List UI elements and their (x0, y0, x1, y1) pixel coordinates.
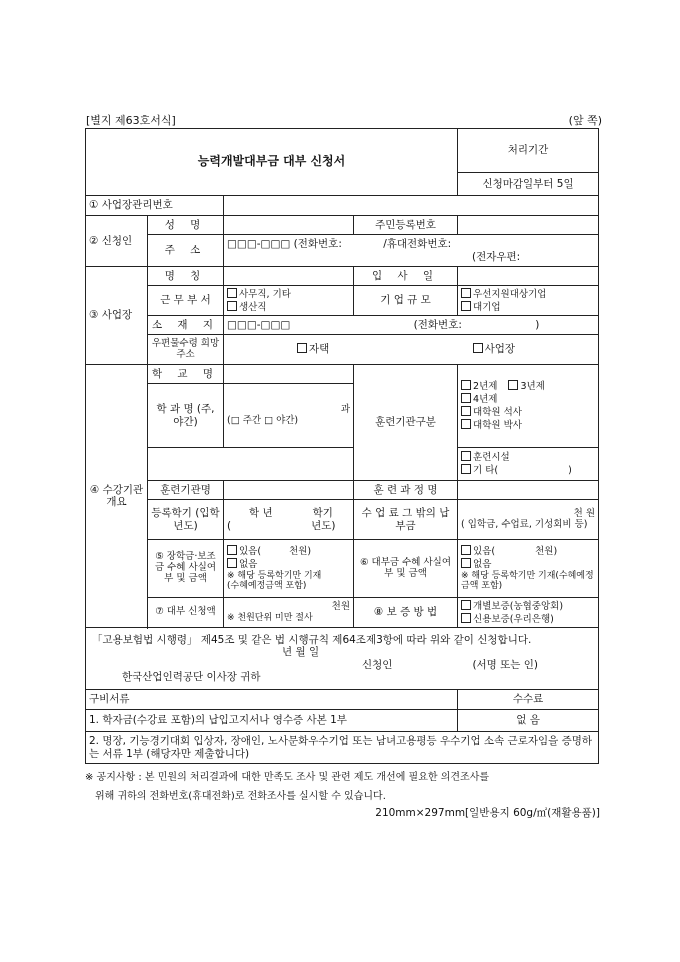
guarantee-individual-checkbox[interactable] (461, 600, 471, 610)
school-label: 학 교 명 (148, 365, 224, 384)
dept-name-label: 학 과 명 (주, 야간) (148, 384, 224, 448)
scale-label: 기 업 규 모 (354, 286, 458, 316)
dept-production-checkbox[interactable] (227, 301, 237, 311)
loanrecv-yes: 있음( (473, 546, 496, 558)
inst-field[interactable] (224, 481, 354, 500)
business-no-label: ① 사업장관리번호 (86, 196, 224, 216)
declaration (86, 628, 599, 690)
applicant-name-label: 성 명 (148, 216, 224, 235)
mail-work-label: 사업장 (484, 343, 516, 356)
address-field[interactable] (224, 235, 599, 267)
guarantee-label: ⑧ 보 증 방 법 (354, 598, 458, 628)
type-label: 훈련기관구분 (354, 365, 458, 481)
hire-date-field[interactable] (458, 267, 599, 286)
fee-detail: ( 입학금, 수업료, 기성회비 등) (461, 518, 588, 530)
fee-label: 수 업 료 그 밖의 납부금 (354, 500, 458, 540)
fee-amount-value: 없 음 (458, 710, 599, 732)
form-number: [별지 제63호서식] (86, 114, 176, 127)
loanrecv-no-checkbox[interactable] (461, 558, 471, 568)
fee-unit: 천 원 (573, 507, 596, 519)
mail-home-label: 자택 (309, 343, 330, 356)
type-opt-2yr: 2년제 (473, 381, 498, 393)
dept-office-checkbox[interactable] (227, 288, 237, 298)
loanrecv-yes-checkbox[interactable] (461, 545, 471, 555)
guarantee-opt2: 신용보증(우리은행) (473, 613, 554, 625)
school-field[interactable] (224, 365, 354, 384)
scholar-no: 없음 (239, 559, 258, 571)
application-table: 능력개발대부금 대부 신청서 처리기간 신청마감일부터 5일 ① 사업장관리번호 ② 신청인 성 명 주민등록번호 주 소 □□□-□□□ (전화번호: /휴대전화번호: (전자우편: ③ 사업장 명 칭 입 사 일 근 무 부 서 사무직, 기타 생산직 기 업 규 모 우선지원대상기업 대기업 소 재 지 □□□-□□□ (전화번호: ) 우편물수령 희망주소 자택 사업장 ④ 수강기관 개요 학 교 명 훈련기관구분 2년제 3년제 4년제 대학원 석사 대학원 박사 학 과 명 (주, 야간) 과 (□ 주간 □ 야간) 훈련시설 기 타( ) 훈련기관명 훈 련 과 정 명 등록학기 (입학년도) 학 년 학기 ( 년도) 수 업 료 그 밖의 납부금 천 원 ( 입학금, 수업료, 기성회비 등) ⑤ 장학금·보조금 수혜 사실여부 및 금액 있음( 천원) 없음 ※ 해당 등록학기만 기재 (수혜예정금액 포함) ⑥ 대부금 수혜 사실여부 및 금액 있음( 천원) 없음 ※ 해당 등록학기만 기재(수혜예정금액 포함) ⑦ 대부 신청액 천원 ※ 천원단위 미만 절사 ⑧ 보 증 방 법 개별보증(농협중앙회) 신용보증(우리은행) 「고용보험법 시행령」 제45조 및 같은 법 시행규칙 제64조제3항에 따라 위와 같이 신청합니다. 년 월 일 신청인 (서명 또는 인) 한국산업인력공단 이사장 귀하 구비서류 수수료 1. 학자금(수강료 포함)의 납입고지서나 영수증 사본 1부 없 음 2. 명장, 기능경기대회 입상자, 장애인, 노사문화우수기업 또는 남녀고용평등 우수기업 소속 근로자임을 증명하는 서류 1부 (해당자만 제출합니다) (85, 128, 599, 764)
processing-value: 신청마감일부터 5일 (458, 173, 599, 196)
rrn-field[interactable] (458, 216, 599, 235)
inst-label: 훈련기관명 (148, 481, 224, 500)
scholar-note1: ※ 해당 등록학기만 기재 (227, 571, 322, 582)
business-no-field[interactable] (224, 196, 599, 216)
training-label: ④ 수강기관 개요 (86, 365, 148, 628)
mobile-label: /휴대전화번호: (383, 238, 452, 251)
loan-note: ※ 천원단위 미만 절사 (227, 612, 313, 623)
applicant-label: ② 신청인 (86, 216, 148, 267)
course-field[interactable] (458, 481, 599, 500)
address-label: 주 소 (148, 235, 224, 267)
semester-year: 년도) (311, 519, 336, 532)
scholar-note2: (수혜예정금액 포함) (227, 581, 307, 592)
docs-item2: 2. 명장, 기능경기대회 입상자, 장애인, 노사문화우수기업 또는 남녀고용평등 우수기업 소속 근로자임을 증명하는 서류 1부 (해당자만 제출합니다) (86, 732, 599, 764)
type-2yr-checkbox[interactable] (461, 380, 471, 390)
hire-date-label: 입 사 일 (354, 267, 458, 286)
dept-daynight: (□ 주간 □ 야간) (227, 414, 299, 426)
scale-opt1: 우선지원대상기업 (473, 288, 547, 300)
workplace-phone-label: (전화번호: (413, 318, 462, 331)
location-label: 소 재 지 (148, 316, 224, 335)
email-label: (전자우편: (472, 250, 521, 263)
type-opt-3yr: 3년제 (520, 381, 545, 393)
semester-open: ( (227, 519, 232, 532)
mail-work-checkbox[interactable] (473, 343, 483, 353)
dept-opt1: 사무직, 기타 (239, 288, 291, 300)
scale-opt2: 대기업 (473, 301, 501, 313)
scholar-yes: 있음( (239, 546, 262, 558)
course-label: 훈 련 과 정 명 (354, 481, 458, 500)
type-doctor-checkbox[interactable] (461, 419, 471, 429)
workplace-phone-end: ) (535, 318, 540, 331)
scale-priority-checkbox[interactable] (461, 288, 471, 298)
rrn-label: 주민등록번호 (354, 216, 458, 235)
type-opt-doctor: 대학원 박사 (473, 419, 522, 431)
type-opt-master: 대학원 석사 (473, 407, 522, 418)
loan-amount-label: ⑦ 대부 신청액 (148, 598, 224, 628)
loanrecv-note: ※ 해당 등록학기만 기재(수혜예정금액 포함) (461, 571, 594, 592)
docs-label: 구비서류 (86, 690, 458, 710)
dept-label: 근 무 부 서 (148, 286, 224, 316)
declaration-sign: (서명 또는 인) (472, 658, 539, 671)
paper-spec: 210mm×297mm[일반용지 60g/㎡(재활용품)] (375, 807, 600, 819)
location-field[interactable] (224, 316, 599, 335)
declaration-text: 「고용보험법 시행령」 제45조 및 같은 법 시행규칙 제64조제3항에 따라 위와 같이 신청합니다. (92, 634, 532, 647)
fee-amount-label: 수수료 (458, 690, 599, 710)
notice-line1: ※ 공지사항 : 본 민원의 처리결과에 대한 만족도 조사 및 관련 제도 개선에 필요한 의견조사를 (85, 772, 490, 783)
scholar-yes-checkbox[interactable] (227, 545, 237, 555)
notice (85, 768, 598, 806)
loanrecv-no: 없음 (473, 559, 492, 571)
type-opt-4yr: 4년제 (473, 394, 498, 406)
type-facility-checkbox[interactable] (461, 451, 471, 461)
location-value: □□□-□□□ (227, 318, 291, 331)
processing-label: 처리기간 (458, 129, 599, 173)
type-other-checkbox[interactable] (461, 464, 471, 474)
scholarship-label: ⑤ 장학금·보조금 수혜 사실여부 및 금액 (148, 540, 224, 598)
mail-home-checkbox[interactable] (297, 343, 307, 353)
loanrecv-unit: 천원) (535, 546, 558, 558)
applicant-name-field[interactable] (224, 216, 354, 235)
address-value: □□□-□□□ (전화번호: (227, 238, 342, 251)
semester-term: 학기 (312, 507, 333, 520)
semester-label: 등록학기 (입학년도) (148, 500, 224, 540)
mail-address-label: 우편물수령 희망주소 (148, 335, 224, 365)
scholar-no-checkbox[interactable] (227, 558, 237, 568)
loan-unit: 천원 (331, 600, 350, 612)
workplace-name-label: 명 칭 (148, 267, 224, 286)
guarantee-opt1: 개별보증(농협중앙회) (473, 600, 564, 612)
page-side: (앞 쪽) (568, 114, 602, 127)
dept-suffix: 과 (340, 403, 350, 415)
loan-received-label: ⑥ 대부금 수혜 사실여부 및 금액 (354, 540, 458, 598)
guarantee-credit-checkbox[interactable] (461, 613, 471, 623)
declaration-applicant: 신청인 (362, 658, 393, 671)
scale-large-checkbox[interactable] (461, 301, 471, 311)
type-4yr-checkbox[interactable] (461, 393, 471, 403)
declaration-recipient: 한국산업인력공단 이사장 귀하 (122, 670, 261, 683)
form-title: 능력개발대부금 대부 신청서 (86, 129, 458, 196)
docs-item1: 1. 학자금(수강료 포함)의 납입고지서나 영수증 사본 1부 (86, 710, 458, 732)
notice-line2: 위해 귀하의 전화번호(휴대전화)로 전화조사를 실시할 수 있습니다. (95, 791, 386, 802)
workplace-name-field[interactable] (224, 267, 354, 286)
type-3yr-checkbox[interactable] (508, 380, 518, 390)
scholar-unit: 천원) (289, 546, 312, 558)
type-opt-facility: 훈련시설 (473, 452, 510, 464)
semester-grade: 학 년 (249, 507, 273, 520)
workplace-label: ③ 사업장 (86, 267, 148, 365)
declaration-date: 년 월 일 (282, 646, 320, 659)
dept-opt2: 생산직 (239, 301, 267, 313)
type-opt-other: 기 타( (473, 465, 499, 476)
type-master-checkbox[interactable] (461, 406, 471, 416)
